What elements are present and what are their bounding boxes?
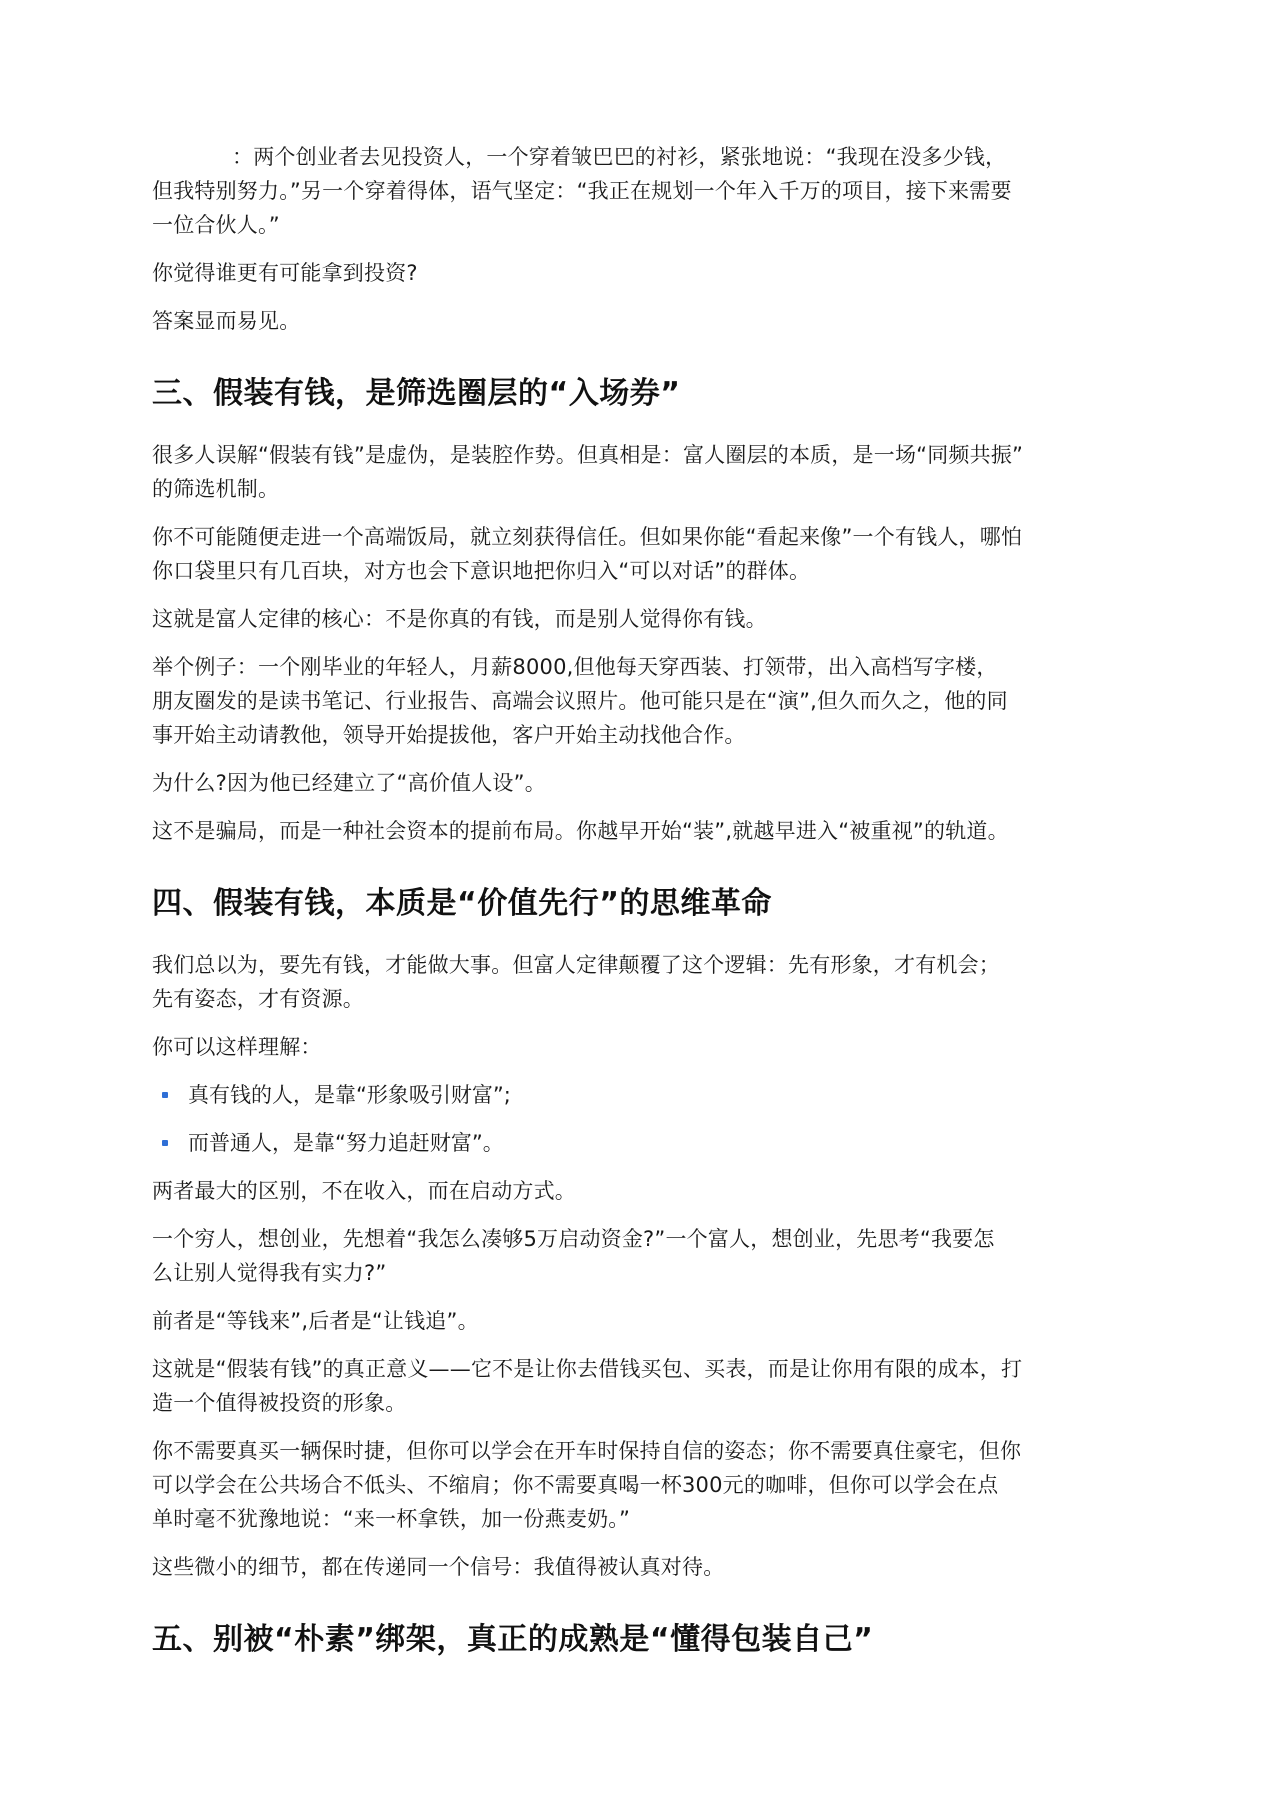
text-line: 这就是“假装有钱”的真正意义——它不是让你去借钱买包、买表，而是让你用有限的成本，打 (152, 1357, 1023, 1381)
intro-question: 你觉得谁更有可能拿到投资? (152, 261, 418, 285)
section-3-paragraph-2 (152, 520, 1128, 588)
section-4-paragraph-5 (152, 1304, 1128, 1338)
section-4-paragraph-1 (152, 948, 1128, 1016)
text-line: 一位合伙人。” (152, 213, 280, 237)
section-4-paragraph-6 (152, 1352, 1128, 1420)
section-4-paragraph-4 (152, 1222, 1128, 1290)
section-4-paragraph-8 (152, 1550, 1128, 1584)
section-4-heading: 四、假装有钱，本质是“价值先行”的思维革命 (152, 886, 772, 921)
list-item (152, 1078, 1128, 1112)
text-line: 么让别人觉得我有实力?” (152, 1261, 387, 1285)
text-line: 你不需要真买一辆保时捷，但你可以学会在开车时保持自信的姿态；你不需要真住豪宅，但你 (152, 1439, 1022, 1463)
text-line: 这不是骗局，而是一种社会资本的提前布局。你越早开始“装”,就越早进入“被重视”的轨道。 (152, 819, 1009, 843)
text-line: 造一个值得被投资的形象。 (152, 1391, 407, 1415)
section-3-paragraph-6 (152, 814, 1128, 848)
section-3-paragraph-1 (152, 438, 1128, 506)
intro-answer: 答案显而易见。 (152, 309, 301, 333)
text-line: 这些微小的细节，都在传递同一个信号：我值得被认真对待。 (152, 1555, 725, 1579)
section-5-heading: 五、别被“朴素”绑架，真正的成熟是“懂得包装自己” (152, 1622, 874, 1657)
text-line: 可以学会在公共场合不低头、不缩肩；你不需要真喝一杯300元的咖啡，但你可以学会在点 (152, 1473, 999, 1497)
list-item-text: 真有钱的人，是靠“形象吸引财富”; (188, 1083, 511, 1107)
intro-paragraph (152, 140, 1128, 242)
text-line: 一个穷人，想创业，先想着“我怎么凑够5万启动资金?”一个富人，想创业，先思考“我要怎 (152, 1227, 995, 1251)
text-line: 你不可能随便走进一个高端饭局，就立刻获得信任。但如果你能“看起来像”一个有钱人，哪怕 (152, 525, 1023, 549)
list-item (152, 1126, 1128, 1160)
text-line: 先有姿态，才有资源。 (152, 987, 364, 1011)
section-4-paragraph-7 (152, 1434, 1128, 1536)
text-line: ：两个创业者去见投资人，一个穿着皱巴巴的衬衫，紧张地说：“我现在没多少钱， (232, 145, 1007, 169)
text-line: 举个例子：一个刚毕业的年轻人，月薪8000,但他每天穿西装、打领带，出入高档写字楼， (152, 655, 998, 679)
section-3-paragraph-3 (152, 602, 1128, 636)
section-3-paragraph-5 (152, 766, 1128, 800)
text-line: 朋友圈发的是读书笔记、行业报告、高端会议照片。他可能只是在“演”,但久而久之，他的同 (152, 689, 1008, 713)
list-item-text: 而普通人，是靠“努力追赶财富”。 (188, 1131, 504, 1155)
bullet-icon (162, 1140, 168, 1146)
text-line: 两者最大的区别，不在收入，而在启动方式。 (152, 1179, 576, 1203)
text-line: 的筛选机制。 (152, 477, 280, 501)
section-4-paragraph-3 (152, 1174, 1128, 1208)
text-line: 前者是“等钱来”,后者是“让钱追”。 (152, 1309, 479, 1333)
text-line: 单时毫不犹豫地说：“来一杯拿铁，加一份燕麦奶。” (152, 1507, 631, 1531)
text-line: 这就是富人定律的核心：不是你真的有钱，而是别人觉得你有钱。 (152, 607, 767, 631)
text-line: 我们总以为，要先有钱，才能做大事。但富人定律颠覆了这个逻辑：先有形象，才有机会； (152, 953, 1000, 977)
text-line: 事开始主动请教他，领导开始提拔他，客户开始主动找他合作。 (152, 723, 746, 747)
text-line: 为什么?因为他已经建立了“高价值人设”。 (152, 771, 546, 795)
section-3-heading: 三、假装有钱，是筛选圈层的“入场券” (152, 376, 681, 411)
section-3-paragraph-4 (152, 650, 1128, 752)
section-4-paragraph-2: 你可以这样理解： (152, 1035, 322, 1059)
text-line: 但我特别努力。”另一个穿着得体，语气坚定：“我正在规划一个年入千万的项目，接下来需要 (152, 179, 1012, 203)
text-line: 你口袋里只有几百块，对方也会下意识地把你归入“可以对话”的群体。 (152, 559, 811, 583)
text-line: 很多人误解“假装有钱”是虚伪，是装腔作势。但真相是：富人圈层的本质，是一场“同频共振” (152, 443, 1024, 467)
document-body (152, 140, 1128, 1662)
bullet-icon (162, 1092, 168, 1098)
